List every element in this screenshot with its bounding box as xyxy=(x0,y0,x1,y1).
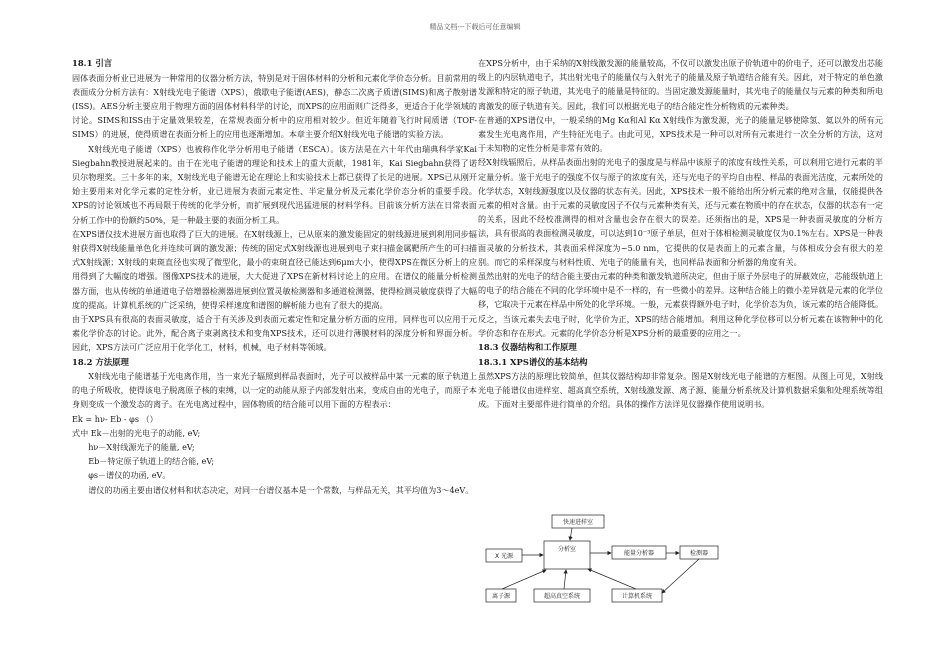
paragraph: X射线光电子能谱（XPS）也被称作化学分析用电子能谱（ESCA）。该方法是在六十年代由瑞典科学家Kai Siegbahn教授进展起来的。由于在光电子能谱的理论和技术上的重大贡献，1981年，Kai Siegbahn获得了诺贝尔物理奖。三十多年的来，X射线光电子能谱无论在理论上和实验技术上都已获得了长足的进展。XPS已从刚开始主要用来对化学元素的定性分析，业已进展为表面元素定性、半定量分析及元素化学价态分析的重要手段。XPS的讨论领域也不再局限于传统的化学分析，而扩展到现代迅猛进展的材料学科。目前该分析方法在日常表面分析工作中的份额约50%，是一种最主要的表面分析工具。 xyxy=(72,143,477,225)
diagram-svg xyxy=(484,513,724,611)
definition-line: φs－谱仪的功函, eV。 xyxy=(88,470,171,481)
arrow xyxy=(570,528,572,540)
subsection-heading: 18.3.1 XPS谱仪的基本结构 xyxy=(478,356,588,367)
paragraph: X射线光电子能谱基于光电离作用，当一束光子辐照到样品表面时，光子可以被样品中某一元素的原子轨道上的电子所吸收，使得该电子脱离原子核的束缚，以一定的动能从原子内部发射出来，变成自由的光电子，而原子本身则变成一个激发态的离子。在光电离过程中，固体物质的结合能可以用下面的方程表示： xyxy=(72,371,477,410)
paragraph: 谱仪的功函主要由谱仪材料和状态决定，对同一台谱仪基本是一个常数，与样品无关，其平均值为3～4eV。 xyxy=(88,484,474,495)
label-ion-source: 离子源 xyxy=(491,593,511,600)
equation: Ek = hν- Eb - φs （） xyxy=(72,413,158,424)
definition-line: 式中 Ek－出射的光电子的动能, eV; xyxy=(72,427,201,438)
paragraph: 经X射线辐照后，从样品表面出射的光电子的强度是与样品中该原子的浓度有线性关系，可以利用它进行元素的半定量分析。鉴于光电子的强度不仅与原子的浓度有关，还与光电子的平均自由程、样品的表面光洁度，元素所处的化学状态，X射线源强度以及仪器的状态有关。因此，XPS技术一般不能给出所分析元素的绝对含量，仅能提供各元素的相对含量。由于元素的灵敏度因子不仅与元素种类有关，还与元素在物质中的存在状态，仪器的状态有一定的关系，因此不经校准测得的相对含量也会存在很大的误差。还须指出的是，XPS是一种表面灵敏度的分析方法，具有很高的表面检测灵敏度，可以达到10⁻³原子单层，但对于体相检测灵敏度仅为0.1%左右。XPS是一种表面灵敏的分析技术，其表面采样深度为~5.0 nm，它提供的仅是表面上的元素含量，与体相成分会有很大的差别。而它的采样深度与材料性质、光电子的能量有关，也同样品表面和分析器的角度有关。 xyxy=(478,157,883,267)
section-heading-intro: 18.1 引言 xyxy=(72,58,113,68)
label-load-lock: 快速进样室 xyxy=(562,519,594,526)
arrow xyxy=(662,559,699,593)
label-uhv: 超高真空系统 xyxy=(543,593,581,600)
paragraph: 固体表面分析业已进展为一种常用的仪器分析方法，特别是对于固体材料的分析和元素化学价态分析。目前常用的表面成分分析方法有：X射线光电子能谱（XPS），俄歇电子能谱(AES)，静态二次离子质谱(SIMS)和离子散射谱(ISS)。AES分析主要应用于物理方面的固体材料科学的讨论，而XPS的应用面则广泛得多，更适合于化学领域的讨论。SIMS和ISS由于定量效果较差，在常规表面分析中的应用相对较少。但近年随着飞行时间质谱（TOF-SIMS）的进展，使得质谱在表面分析上的应用也逐渐增加。本章主要介绍X射线光电子能谱的实验方法。 xyxy=(72,72,477,140)
arrow xyxy=(588,569,636,589)
xps-block-diagram xyxy=(484,513,724,611)
left-column xyxy=(72,56,477,497)
label-detector: 检测器 xyxy=(689,550,709,557)
page-header: 精品文档---下载后可任意编辑 xyxy=(429,23,521,31)
label-computer: 计算机系统 xyxy=(621,593,653,600)
paragraph: 在XPS谱仪技术进展方面也取得了巨大的进展。在X射线源上，已从原来的激发能固定的射线源进展到利用同步辐射获得X射线能量单色化并连续可调的激发源；传统的固定式X射线源也进展到电子束扫描金属靶所产生的可扫描式X射线源；X射线的束斑直径也实现了微型化，最小的束斑直径已能达到6μm大小，使得XPS在微区分析上的应用得到了大幅度的增强。图像XPS技术的进展，大大促进了XPS在新材料讨论上的应用。在谱仪的能量分析检测器方面，也从传统的单通道电子倍增器检测器进展到位置灵敏检测器和多通道检测器，使得检测灵敏度获得了大幅度的提高。计算机系统的广泛采纳，使得采样速度和谱图的解析能力也有了很大的提高。 xyxy=(72,228,477,310)
label-analysis-chamber: 分析室 xyxy=(557,546,577,553)
paragraph: 虽然XPS方法的原理比较简单，但其仪器结构却非常复杂。图是X射线光电子能谱的方框图。从图上可见，X射线光电子能谱仪由进样室、超高真空系统，X射线激发源、离子源、能量分析系统及计算机数据采集和处理系统等组成。下面对主要部件进行简单的介绍。具体的操作方法详见仪器操作使用说明书。 xyxy=(478,371,883,410)
section-heading-structure: 18.3 仪器结构和工作原理 xyxy=(478,342,577,353)
paragraph: 虽然出射的光电子的结合能主要由元素的种类和激发轨道所决定，但由于原子外层电子的屏蔽效应，芯能级轨道上的电子的结合能在不同的化学环境中是不一样的，有一些微小的差异。这种结合能上的微小差异就是元素的化学位移，它取决于元素在样品中所处的化学环境。一般，元素获得额外电子时，化学价态为负，该元素的结合能降低。反之，当该元素失去电子时，化学价为正，XPS的结合能增加。利用这种化学位移可以分析元素在该物种中的化学价态和存在形式。元素的化学价态分析是XPS分析的最重要的应用之一。 xyxy=(478,271,883,338)
paragraph: 由于XPS具有很高的表面灵敏度，适合于有关涉及到表面元素定性和定量分析方面的应用，同样也可以应用于元素化学价态的讨论。此外，配合离子束剥离技术和变角XPS技术，还可以进行薄膜材料的深度分析和界面分析。因此，XPS方法可广泛应用于化学化工，材料，机械，电子材料等领域。 xyxy=(72,313,477,353)
arrow xyxy=(564,570,566,589)
paragraph: 在普通的XPS谱仪中，一般采纳的Mg Kα和Al Kα X射线作为激发源，光子的能量足够使除氢、氦以外的所有元素发生光电离作用，产生特征光电子。由此可见，XPS技术是一种可以对所有元素进行一次全分析的方法，这对于未知物的定性分析是非常有效的。 xyxy=(478,114,883,154)
definition-line: hν－X射线源光子的能量, eV; xyxy=(88,442,195,453)
definition-line: Eb－特定原子轨道上的结合能, eV; xyxy=(88,456,215,467)
label-analyzer: 能量分析器 xyxy=(623,550,655,557)
paragraph: 在XPS分析中，由于采纳的X射线激发源的能量较高，不仅可以激发出原子价轨道中的价电子，还可以激发出芯能级上的内层轨道电子，其出射光电子的能量仅与入射光子的能量及原子轨道结合能有关。因此，对于特定的单色激发源和特定的原子轨道，其光电子的能量是特征的。当固定激发源能量时，其光电子的能量仅与元素的种类和所电离激发的原子轨道有关。因此，我们可以根据光电子的结合能定性分析物质的元素种类。 xyxy=(478,58,883,111)
arrow xyxy=(502,570,546,589)
right-column xyxy=(478,56,883,412)
section-heading-principle: 18.2 方法原理 xyxy=(72,356,129,367)
label-xray: X 光源 xyxy=(494,553,514,560)
